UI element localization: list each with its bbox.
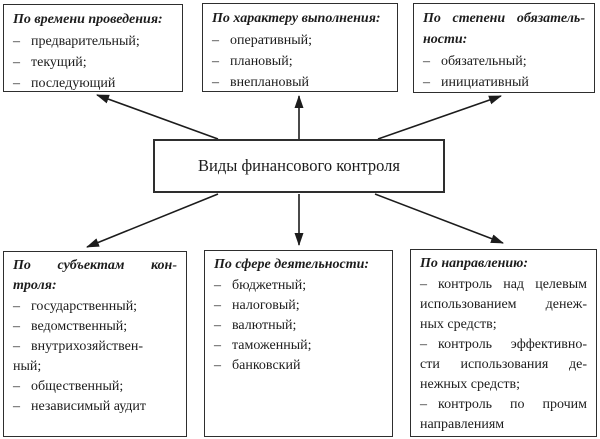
category-box-by-subjects	[3, 251, 187, 437]
list-item-line: – контроль над целевым	[420, 277, 587, 292]
box-title-obligation	[423, 8, 585, 50]
list-item-line: ный;	[13, 359, 42, 374]
list-item-line: – внутрихозяйствен-	[13, 339, 144, 354]
list-item-line: использованием денеж-	[420, 297, 587, 312]
list-item-line: – оперативный;	[212, 33, 313, 48]
list-item-line: – контроль по прочим	[420, 397, 587, 412]
list-item-line: – государственный;	[13, 299, 138, 314]
list-item-line: – последующий	[13, 76, 116, 91]
title-line: По сфере деятельности:	[214, 257, 370, 272]
box-title-direction	[420, 254, 587, 274]
list-item-line: – банковский	[214, 358, 301, 373]
title-line: По времени проведения:	[13, 12, 163, 27]
box-title-time	[13, 9, 173, 30]
box-items-character	[212, 30, 388, 93]
title-line: По субъектам кон-	[13, 258, 177, 273]
box-items-direction	[420, 275, 587, 435]
list-item-line: – плановый;	[212, 54, 293, 69]
arrow-to-time	[97, 95, 218, 139]
arrow-to-obligation	[378, 96, 501, 139]
list-item-line: – ведомственный;	[13, 319, 128, 334]
category-box-by-time	[3, 4, 183, 92]
arrow-to-subjects	[87, 194, 218, 247]
category-box-by-direction	[410, 249, 597, 437]
box-items-time	[13, 31, 173, 94]
list-item-line: – таможенный;	[214, 338, 312, 353]
category-box-by-obligation	[413, 3, 595, 93]
list-item-line: – инициативный	[423, 75, 529, 90]
box-title-sphere	[214, 255, 383, 275]
list-item-line: – налоговый;	[214, 298, 300, 313]
list-item-line: – бюджетный;	[214, 278, 307, 293]
box-title-subjects	[13, 256, 177, 296]
list-item-line: – обязательный;	[423, 54, 527, 69]
list-item-line: – внеплановый	[212, 75, 310, 90]
category-box-by-sphere	[204, 250, 393, 437]
title-line: троля:	[13, 278, 57, 293]
list-item-line: – текущий;	[13, 55, 87, 70]
list-item-line: – предварительный;	[13, 34, 140, 49]
list-item-line: – валютный;	[214, 318, 297, 333]
arrow-to-direction	[375, 194, 503, 243]
box-items-obligation	[423, 51, 585, 93]
category-box-by-character	[202, 3, 398, 92]
list-item-line: ных средств;	[420, 317, 497, 332]
list-item-line: нежных средств;	[420, 377, 520, 392]
title-line: По характеру выполнения:	[212, 11, 381, 26]
box-items-sphere	[214, 276, 383, 376]
central-node-label: Виды финансового контроля	[198, 156, 400, 175]
list-item-line: направлениям	[420, 417, 505, 432]
box-items-subjects	[13, 297, 177, 417]
central-node-types-of-financial-control	[153, 139, 445, 193]
box-title-character	[212, 8, 388, 29]
list-item-line: – контроль эффективно-	[420, 337, 587, 352]
list-item-line: – общественный;	[13, 379, 124, 394]
title-line: По направлению:	[420, 256, 529, 271]
title-line: ности:	[423, 32, 468, 47]
title-line: По степени обязатель-	[423, 11, 585, 26]
list-item-line: сти использования де-	[420, 357, 587, 372]
list-item-line: – независимый аудит	[13, 399, 147, 414]
